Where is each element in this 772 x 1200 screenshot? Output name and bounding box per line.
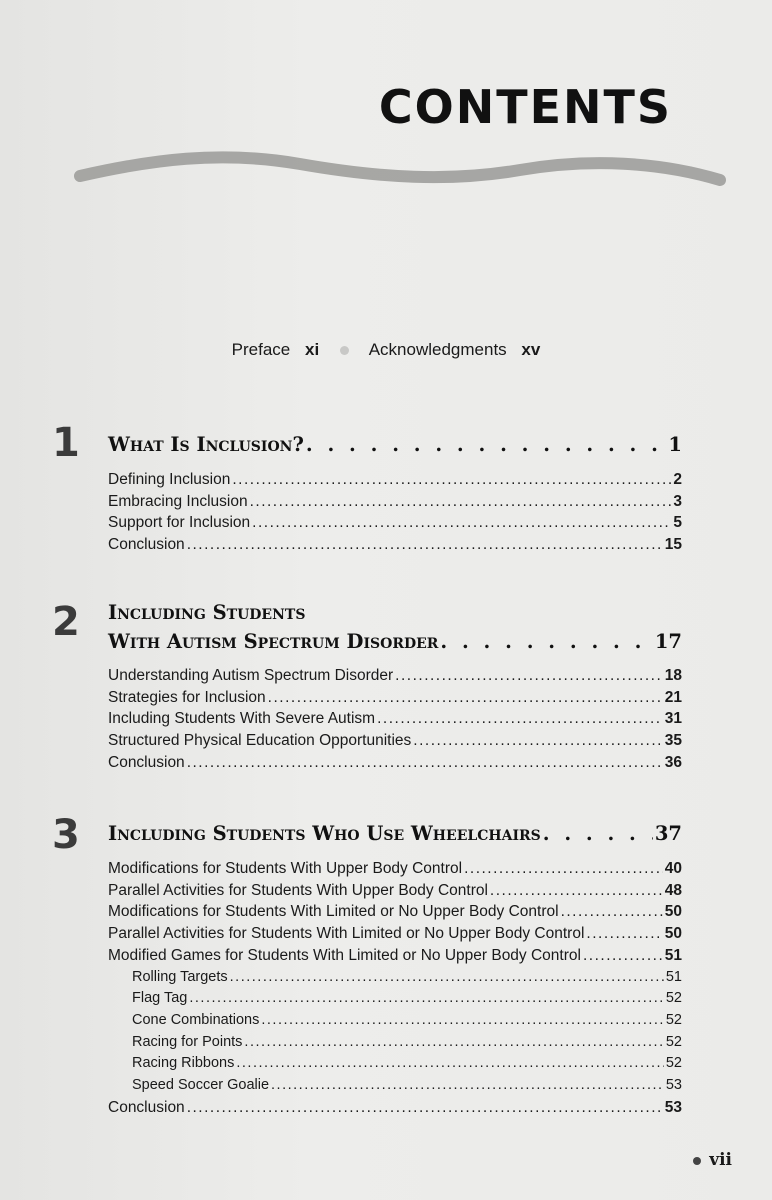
entry-label: Cone Combinations [132,1011,260,1028]
entry-list [108,469,682,556]
entry-label: Conclusion [108,1098,185,1116]
entry-page: 53 [664,1098,682,1116]
entry-label: Parallel Activities for Students With Limited or No Upper Body Control [108,925,585,943]
entry-label: Strategies for Inclusion [108,688,266,706]
entry-label: Racing for Points [132,1033,243,1050]
front-matter-page: xi [304,340,320,359]
entry-page: 5 [673,514,682,532]
chapter-number: 2 [52,599,80,645]
entry-label: Including Students With Severe Autism [108,710,376,728]
entry-label: Rolling Targets [132,968,228,985]
toc-entry [108,708,682,730]
chapter-number: 3 [52,812,80,858]
entry-label: Speed Soccer Goalie [132,1077,270,1094]
entry-page: 31 [664,710,682,728]
entry-label: Racing Ribbons [132,1055,235,1072]
chapter-page: 1 [668,433,682,456]
chapter-number: 1 [52,420,80,466]
entry-label: Structured Physical Education Opportunities [108,732,412,750]
chapter-title-line: Including Students [108,601,306,624]
bullet-icon [693,1157,701,1165]
toc-subentry [108,1075,682,1097]
chapter-section [52,595,682,780]
toc-entry [108,512,682,534]
entry-label: Understanding Autism Spectrum Disorder [108,667,394,684]
toc-subentry [108,988,682,1010]
bullet-icon [340,346,349,355]
toc-entry [108,901,682,923]
toc-entry [108,687,682,709]
entry-label: Flag Tag [132,990,188,1007]
front-matter [0,340,772,360]
toc-entry [108,945,682,967]
entry-label: Modifications for Students With Upper Body Control [108,860,463,877]
entry-page: 50 [664,903,682,921]
decorative-wave [70,140,730,200]
toc-entry [108,858,682,880]
toc-subentry [108,1010,682,1032]
entry-label: Conclusion [108,753,185,771]
chapter-title-line: Including Students Who Use Wheelchairs [108,822,541,845]
entry-page: 51 [665,968,682,985]
toc-entry [108,469,682,491]
entry-label: Modified Games for Students With Limited or No Upper Body Control [108,946,581,964]
entry-page: 53 [665,1077,682,1094]
entry-page: 21 [664,688,682,706]
toc-entry [108,665,682,687]
front-matter-label: Preface [231,340,291,359]
chapter-page: 37 [654,822,682,845]
entry-label: Parallel Activities for Students With Upper Body Control [108,881,488,899]
entry-label: Conclusion [108,536,185,554]
toc-entry [108,752,682,774]
chapter-title [108,598,682,656]
toc-entry [108,491,682,513]
entry-page: 52 [665,1055,682,1072]
entry-page: 52 [665,1033,682,1050]
toc-subentry [108,967,682,989]
chapter-section [52,812,682,1122]
entry-label: Support for Inclusion [108,514,251,532]
chapter-page: 17 [654,630,682,653]
toc-entry [108,923,682,945]
toc-entry [108,534,682,556]
chapter-title-line: What Is Inclusion? [108,433,304,456]
chapter-section [52,420,682,570]
page-folio [693,1150,732,1170]
entry-page: 3 [673,492,682,510]
page-title: CONTENTS [378,80,672,134]
entry-page: 52 [665,990,682,1007]
entry-label: Modifications for Students With Limited or No Upper Body Control [108,903,559,921]
entry-list [108,858,682,1118]
chapter-title [108,430,682,459]
entry-page: 50 [664,925,682,943]
front-matter-page: xv [521,340,541,359]
folio-number: vii [709,1150,732,1170]
entry-page: 40 [664,860,682,877]
entry-page: 15 [664,536,682,554]
entry-page: 18 [664,667,682,684]
chapter-title [108,819,682,848]
entry-page: 52 [665,1011,682,1028]
entry-page: 48 [664,881,682,899]
front-matter-label: Acknowledgments [368,340,507,359]
chapter-title-line: With Autism Spectrum Disorder [108,630,439,653]
entry-list [108,665,682,774]
entry-page: 51 [664,946,682,964]
entry-label: Defining Inclusion [108,471,231,488]
entry-label: Embracing Inclusion [108,492,248,510]
toc-entry [108,730,682,752]
entry-page: 36 [664,753,682,771]
toc-entry [108,880,682,902]
entry-page: 35 [664,732,682,750]
toc-subentry [108,1053,682,1075]
toc-entry [108,1097,682,1119]
toc-subentry [108,1032,682,1054]
entry-page: 2 [673,471,682,488]
